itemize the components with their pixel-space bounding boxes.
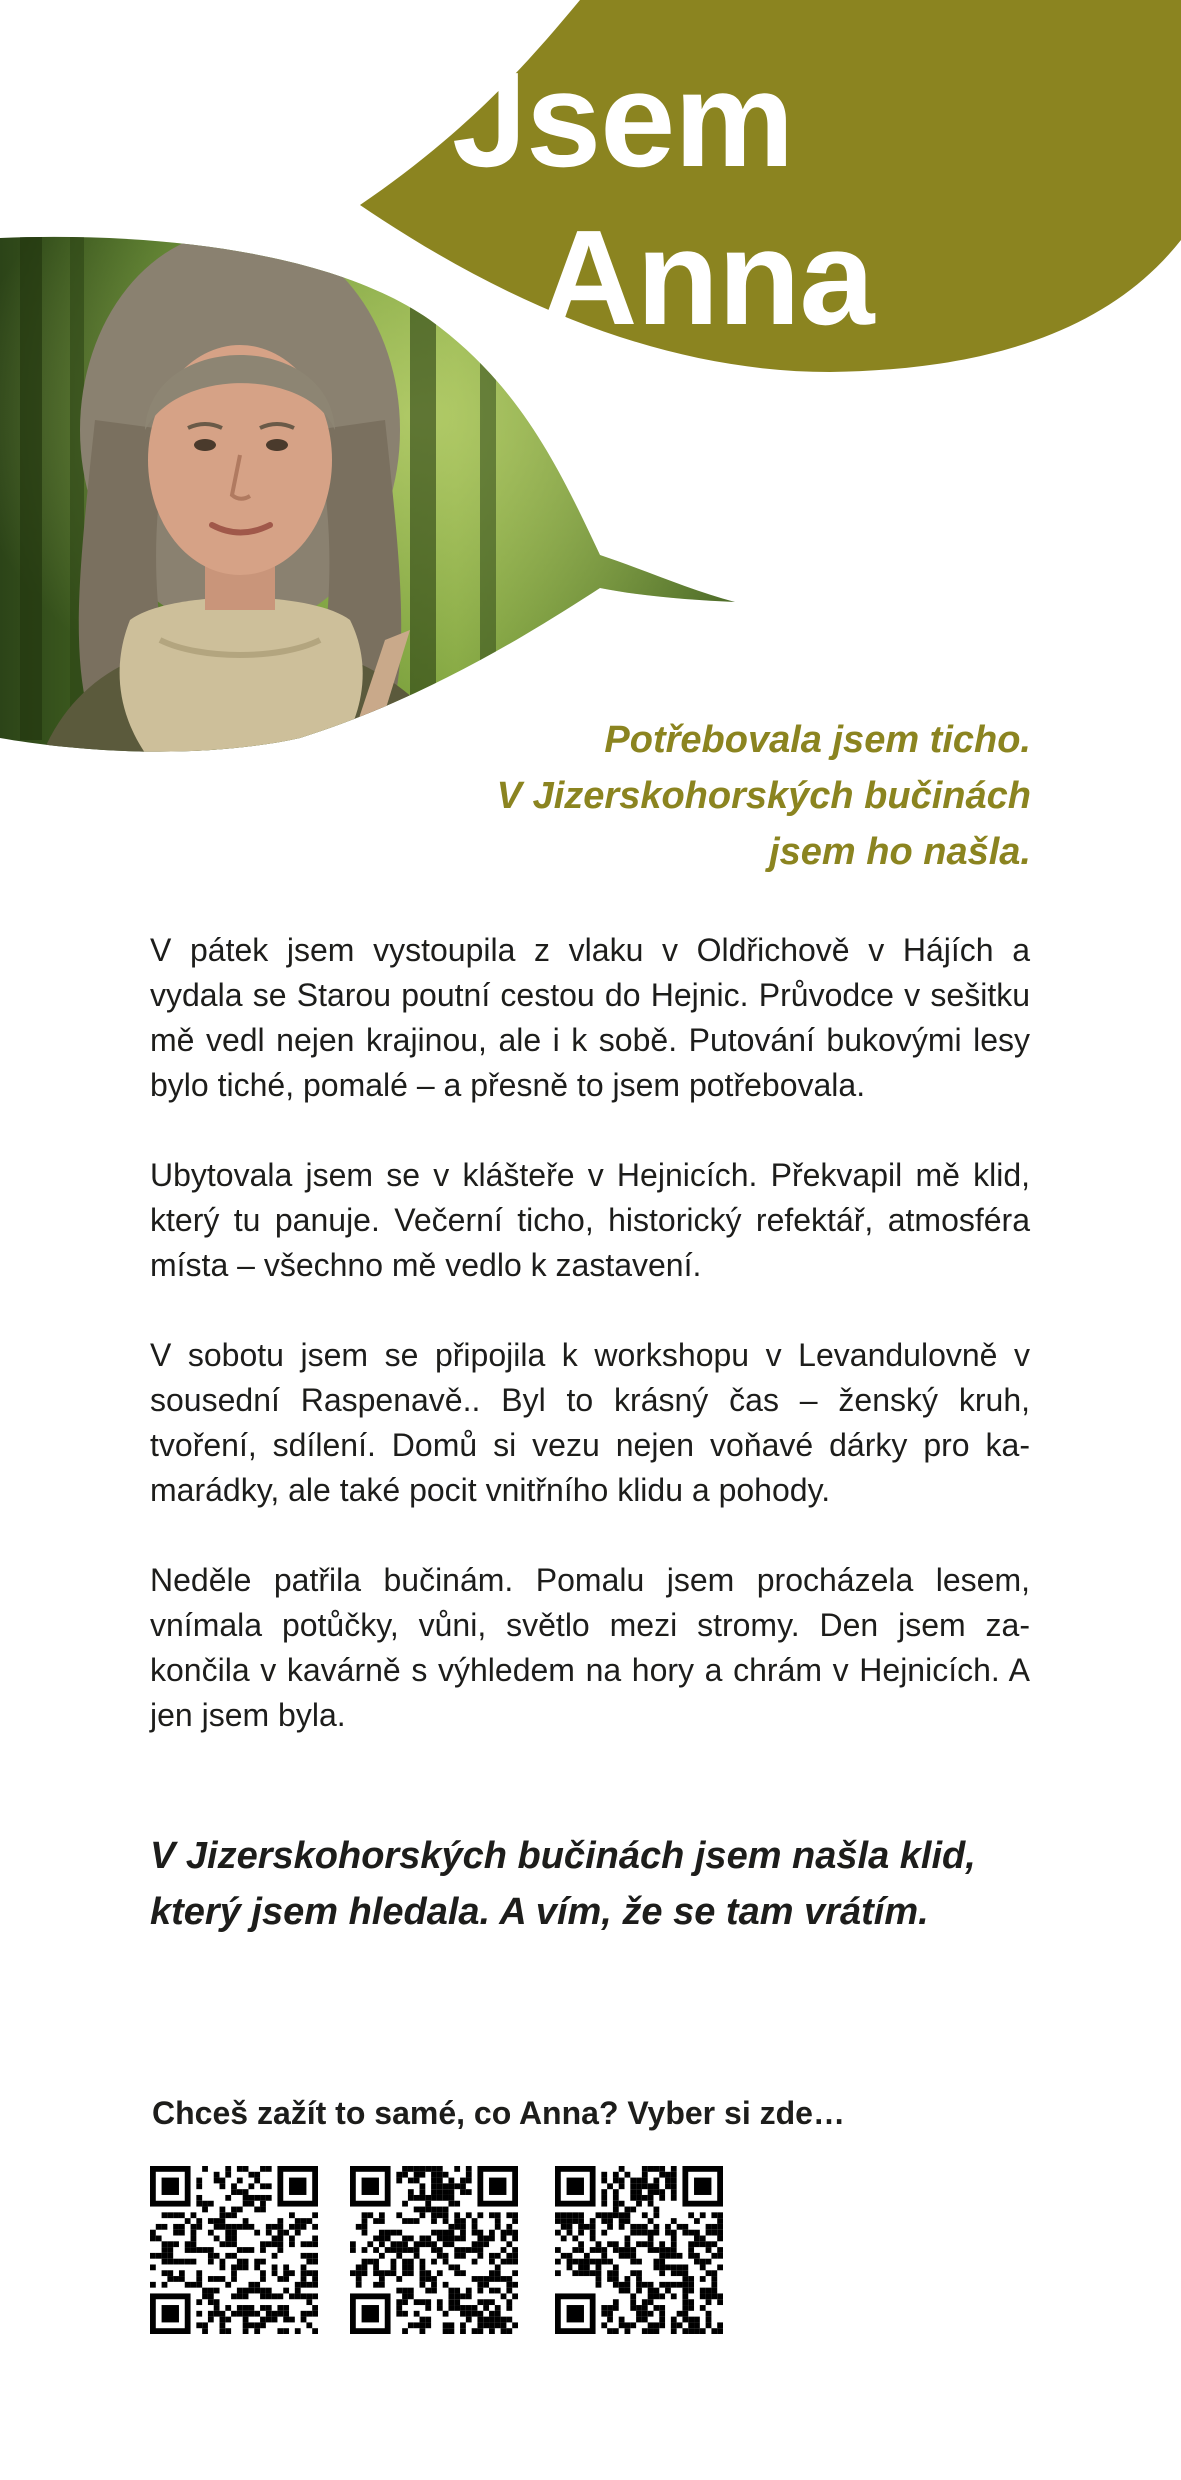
story-paragraph-friday: V pátek jsem vystoupila z vlaku v Oldřichově v Hájích a vydala se Starou poutní cestou do Hejnic. Průvodce v sešitku mě vedl nejen krajinou, ale i k sobě. Putování bukovými lesy bylo tiché, pomalé – a přesně to jsem potřebovala. <box>150 932 1030 1103</box>
tagline-line: V Jizerskohorských bučinách <box>496 775 1031 817</box>
closing-line: který jsem hledala. A vím, že se tam vrátím. <box>150 1891 929 1933</box>
story-paragraph-monastery: Ubytovala jsem se v klášteře v Hejnicích. Překvapil mě klid, který tu panuje. Večerní ticho, historický refektář, atmosféra místa – všechno mě vedlo k zastavení. <box>150 1157 1030 1283</box>
tagline <box>331 712 1031 880</box>
closing-statement <box>150 1828 1050 1940</box>
story-paragraph-saturday: V sobotu jsem se připojila k workshopu v Levandulovně v sousední Raspenavě.. Byl to krásný čas – ženský kruh, tvoření, sdílení. Domů si vezu nejen voňavé dárky pro kamarádky, ale také pocit vnitřního klidu a pohody. <box>150 1337 1030 1508</box>
tagline-line: jsem ho našla. <box>769 831 1031 873</box>
tagline-line: Potřebovala jsem ticho. <box>604 719 1031 761</box>
story-paragraph-sunday: Neděle patřila bučinám. Pomalu jsem procházela lesem, vnímala potůčky, vůni, světlo mezi stromy. Den jsem zakončila v kavárně s výhledem na hory a chrám v Hejnicích. A jen jsem byla. <box>150 1562 1030 1733</box>
qr-code-icon[interactable] <box>555 2166 723 2334</box>
qr-code-icon[interactable] <box>150 2166 318 2334</box>
qr-code-icon[interactable] <box>350 2166 518 2334</box>
closing-line: V Jizerskohorských bučinách jsem našla klid, <box>150 1835 976 1877</box>
title-line-1: Jsem <box>452 44 794 195</box>
title-line-2: Anna <box>540 202 874 353</box>
call-to-action: Chceš zažít to samé, co Anna? Vyber si zde… <box>152 2095 845 2131</box>
story-text <box>150 928 1030 1783</box>
